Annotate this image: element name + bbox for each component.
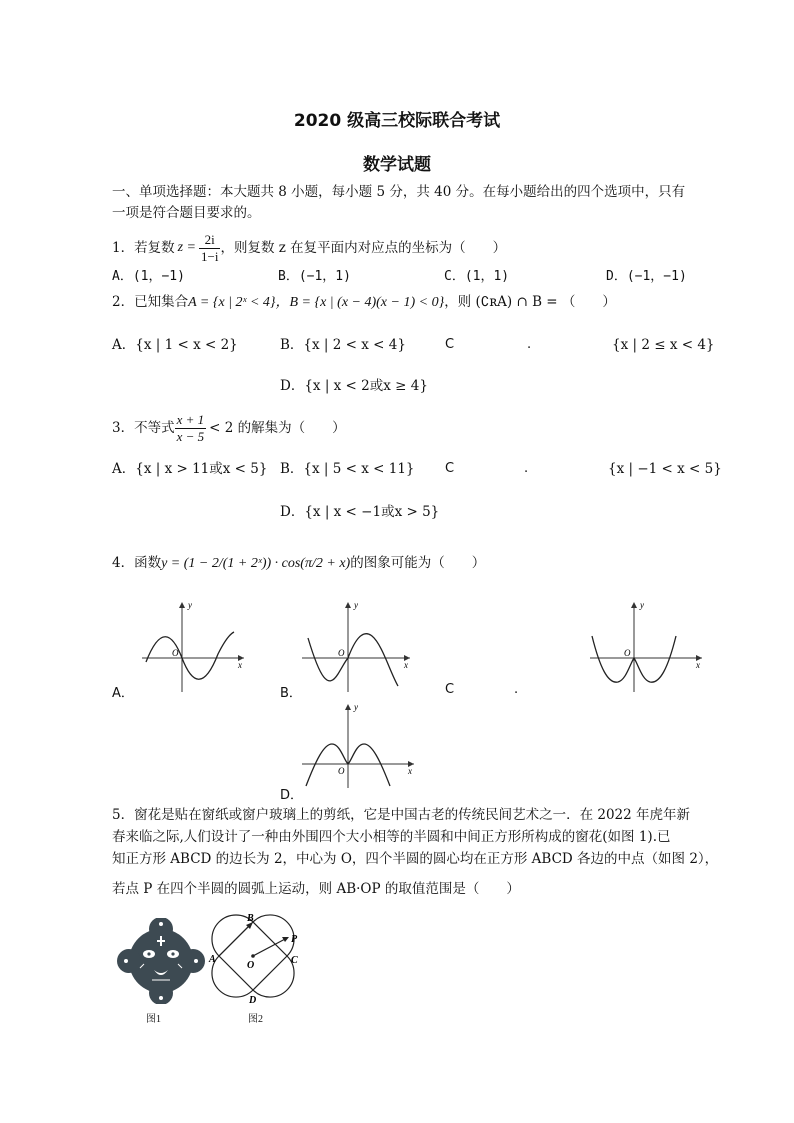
q2-prefix: 2．已知集合 [112,294,189,310]
q3-option-c-label[interactable]: C [445,461,455,476]
q1-frac-den: 1−i [201,248,219,264]
label-p: P [291,934,298,945]
x-label: x [408,766,412,776]
q3-option-c-dot: . [524,461,529,476]
q5-line1: 5．窗花是贴在窗纸或窗户玻璃上的剪纸，它是中国古老的传统民间艺术之一．在 2022 年虎年新 [112,807,691,823]
q4-graph-a[interactable] [138,598,250,694]
q4-function: y = (1 − 2/(1 + 2ˣ)) · cos(π/2 + x) [161,556,351,571]
q3-frac-den: x − 5 [176,428,205,444]
semicircle-bc [253,915,294,956]
q4-prefix: 4．函数 [112,555,162,571]
q1-option-b[interactable]: B．(−1，1) [278,269,351,284]
y-label: y [640,600,644,610]
q4-graph-b[interactable] [298,598,418,694]
x-label: x [238,660,242,670]
exam-subtitle: 数学试题 [363,155,431,175]
origin-label: O [172,648,179,658]
q5-line4: 若点 P 在四个半圆的圆弧上运动，则 AB·OP 的取值范围是（ ） [112,881,520,897]
q5-line2: 春来临之际,人们设计了一种由外围四个大小相等的半圆和中间正方形所构成的窗花(如图 1).已 [112,829,671,845]
origin-label: O [624,648,631,658]
q4-option-d[interactable]: D． [280,788,304,803]
q2-suffix: ，则 (∁ʀA) ∩ B = （ ） [444,294,616,310]
q1-fraction [199,232,220,265]
q4-option-c-dot: . [514,682,519,697]
label-d: D [249,995,257,1006]
origin-label: O [338,766,345,776]
label-a: A [209,954,216,965]
origin-label: O [338,648,345,658]
section-intro-line1: 一、单项选择题：本大题共 8 小题，每小题 5 分，共 40 分。在每小题给出的四个选项中，只有 [112,184,686,200]
q4-graph-d[interactable] [298,700,422,790]
q4-option-c[interactable]: C [445,682,455,697]
q2-option-c-dot: . [527,337,532,352]
q2-set-a: A = {x | 2ˣ < 4} [188,295,276,310]
q4-option-a[interactable]: A． [112,686,134,701]
q3-option-d[interactable]: D．{x | x < −1或x > 5} [280,504,440,520]
q4-suffix: 的图象可能为（ ） [350,555,486,571]
y-label: y [188,600,192,610]
q3-fraction [175,412,207,445]
q2-option-a[interactable]: A．{x | 1 < x < 2} [112,337,238,353]
q1-frac-num: 2i [199,232,220,249]
y-axis-arrow [631,602,637,608]
x-label: x [404,660,408,670]
q5-figure-2-geometry [203,912,313,1012]
y-label: y [354,600,358,610]
q4-graph-c[interactable] [586,598,710,694]
q5-line3: 知正方形 ABCD 的边长为 2，中心为 O，四个半圆的圆心均在正方形 ABCD 各边的中点（如图 2）， [112,851,719,867]
q4-option-b[interactable]: B． [280,686,302,701]
y-axis-arrow [345,704,351,710]
section-intro-line2: 一项是符合题目要求的。 [112,205,261,221]
question-4-stem [112,554,485,573]
curve [146,632,234,679]
q5-fig1-caption: 图1 [146,1014,161,1025]
q1-suffix: ，则复数 z 在复平面内对应点的坐标为（ ） [220,240,507,256]
y-axis-arrow [179,602,185,608]
q1-option-a[interactable]: A．(1，−1) [112,269,185,284]
q2-set-b: ，B = {x | (x − 4)(x − 1) < 0} [275,295,445,310]
q5-figure-1-papercut [114,918,208,1004]
q1-option-c[interactable]: C．(1，1) [444,269,510,284]
q2-option-c-value[interactable]: {x | 2 ≤ x < 4} [612,337,715,353]
q5-fig2-caption: 图2 [248,1014,263,1025]
vector-op [253,938,287,956]
q1-prefix: 1．若复数 [112,240,175,256]
q1-lhs: z = [177,240,196,255]
semicircle-cd [253,956,294,997]
question-3-stem [112,408,346,448]
curve [308,634,398,686]
label-c: C [291,955,298,966]
q3-option-a[interactable]: A．{x | x > 11或x < 5} [112,461,268,477]
question-1-stem [112,228,506,268]
question-2-stem [112,293,616,312]
q3-frac-num: x + 1 [176,411,205,427]
q2-option-d[interactable]: D．{x | x < 2或x ≥ 4} [280,378,428,394]
label-b: B [247,913,254,924]
q2-option-b[interactable]: B．{x | 2 < x < 4} [280,337,406,353]
y-label: y [354,702,358,712]
vector-ab [219,924,251,956]
exam-title: 2020 级高三校际联合考试 [293,111,501,131]
y-axis-arrow [345,602,351,608]
q2-option-c-label[interactable]: C [445,337,455,352]
q3-option-c-value[interactable]: {x | −1 < x < 5} [608,461,722,477]
point-o [251,954,255,958]
q3-option-b[interactable]: B．{x | 5 < x < 11} [280,461,415,477]
x-label: x [696,660,700,670]
q3-prefix: 3．不等式 [112,420,175,436]
q1-option-d[interactable]: D．(−1，−1) [606,269,687,284]
q3-suffix: < 2 的解集为（ ） [209,420,346,436]
label-o: O [247,960,255,971]
